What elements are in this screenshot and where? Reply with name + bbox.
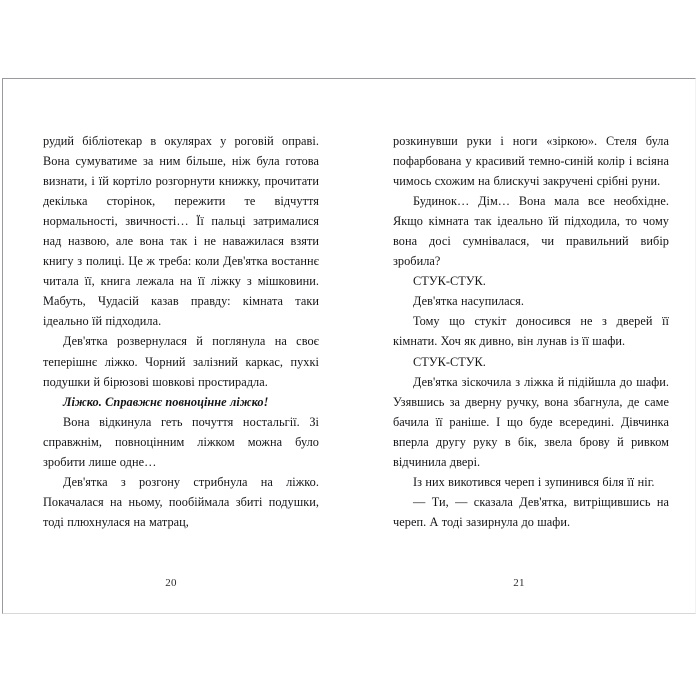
book-spread [2, 78, 696, 614]
paragraph-emphasis: Ліжко. Справжнє повноцінне ліжко! [63, 394, 269, 409]
paragraph: рудий бібліотекар в окулярах у роговій оправі. Вона сумуватиме за ним більше, ніж була готова визнати, і їй кортіло розгорнути книжку, прочитати декілька сторінок, пережити те відчуття нормальності, звичності… Її пальці затрималися над назвою, але вона так і не наважилася взяти книгу з полиці. Це ж треба: коли Дев'ятка востаннє читала її, книга лежала на її ліжку з мішковини. Мабуть, Чудасій казав правду: кімната таки ідеально їй підходила. [43, 134, 319, 329]
paragraph: Дев'ятка з розгону стрибнула на ліжко. Покачалася на ньому, пообіймала збиті подушки, тоді плюхнулася на матрац, [43, 474, 319, 529]
paragraph: Тому що стукіт доносився не з дверей її кімнати. Хоч як дивно, він лунав із її шафи. [393, 314, 669, 349]
paragraph: Вона відкинула геть почуття ностальгії. Зі справжнім, повноцінним ліжком можна було зробити лише одне… [43, 414, 319, 469]
paragraph: Дев'ятка зіскочила з ліжка й підійшла до шафи. Узявшись за дверну ручку, вона збагнула, де саме бачила її раніше. І що буде всередині. Дівчинка вперла другу руку в бік, звела брову й ривком відчинила двері. [393, 374, 669, 469]
paragraph-sound-effect: СТУК-СТУК. [413, 354, 486, 369]
book-page-right [349, 79, 695, 613]
paragraph: розкинувши руки і ноги «зіркою». Стеля була пофарбована у красивий темно-синій колір і всіяна чимось схожим на блискучі закручені срібні руни. [393, 134, 669, 189]
page-number-left: 20 [165, 577, 177, 589]
paragraph-sound-effect: СТУК-СТУК. [413, 274, 486, 289]
paragraph-dialogue: — Ти, — сказала Дев'ятка, витріщившись на череп. А тоді зазирнула до шафи. [393, 494, 669, 529]
page-number-right: 21 [513, 577, 525, 589]
paragraph: Будинок… Дім… Вона мала все необхідне. Якщо кімната так ідеально їй підходила, то чому вона досі сумнівалася, чи правильний вибір зробила? [393, 194, 669, 269]
paragraph: Із них викотився череп і зупинився біля її ніг. [413, 474, 655, 489]
paragraph: Дев'ятка розвернулася й поглянула на своє теперішнє ліжко. Чорний залізний каркас, пухкі подушки й бірюзові шовкові простирадла. [43, 334, 319, 389]
paragraph: Дев'ятка насупилася. [413, 294, 524, 309]
page-text-block-right [393, 131, 669, 532]
book-page-left [3, 79, 349, 613]
page-text-block-left [43, 131, 319, 532]
